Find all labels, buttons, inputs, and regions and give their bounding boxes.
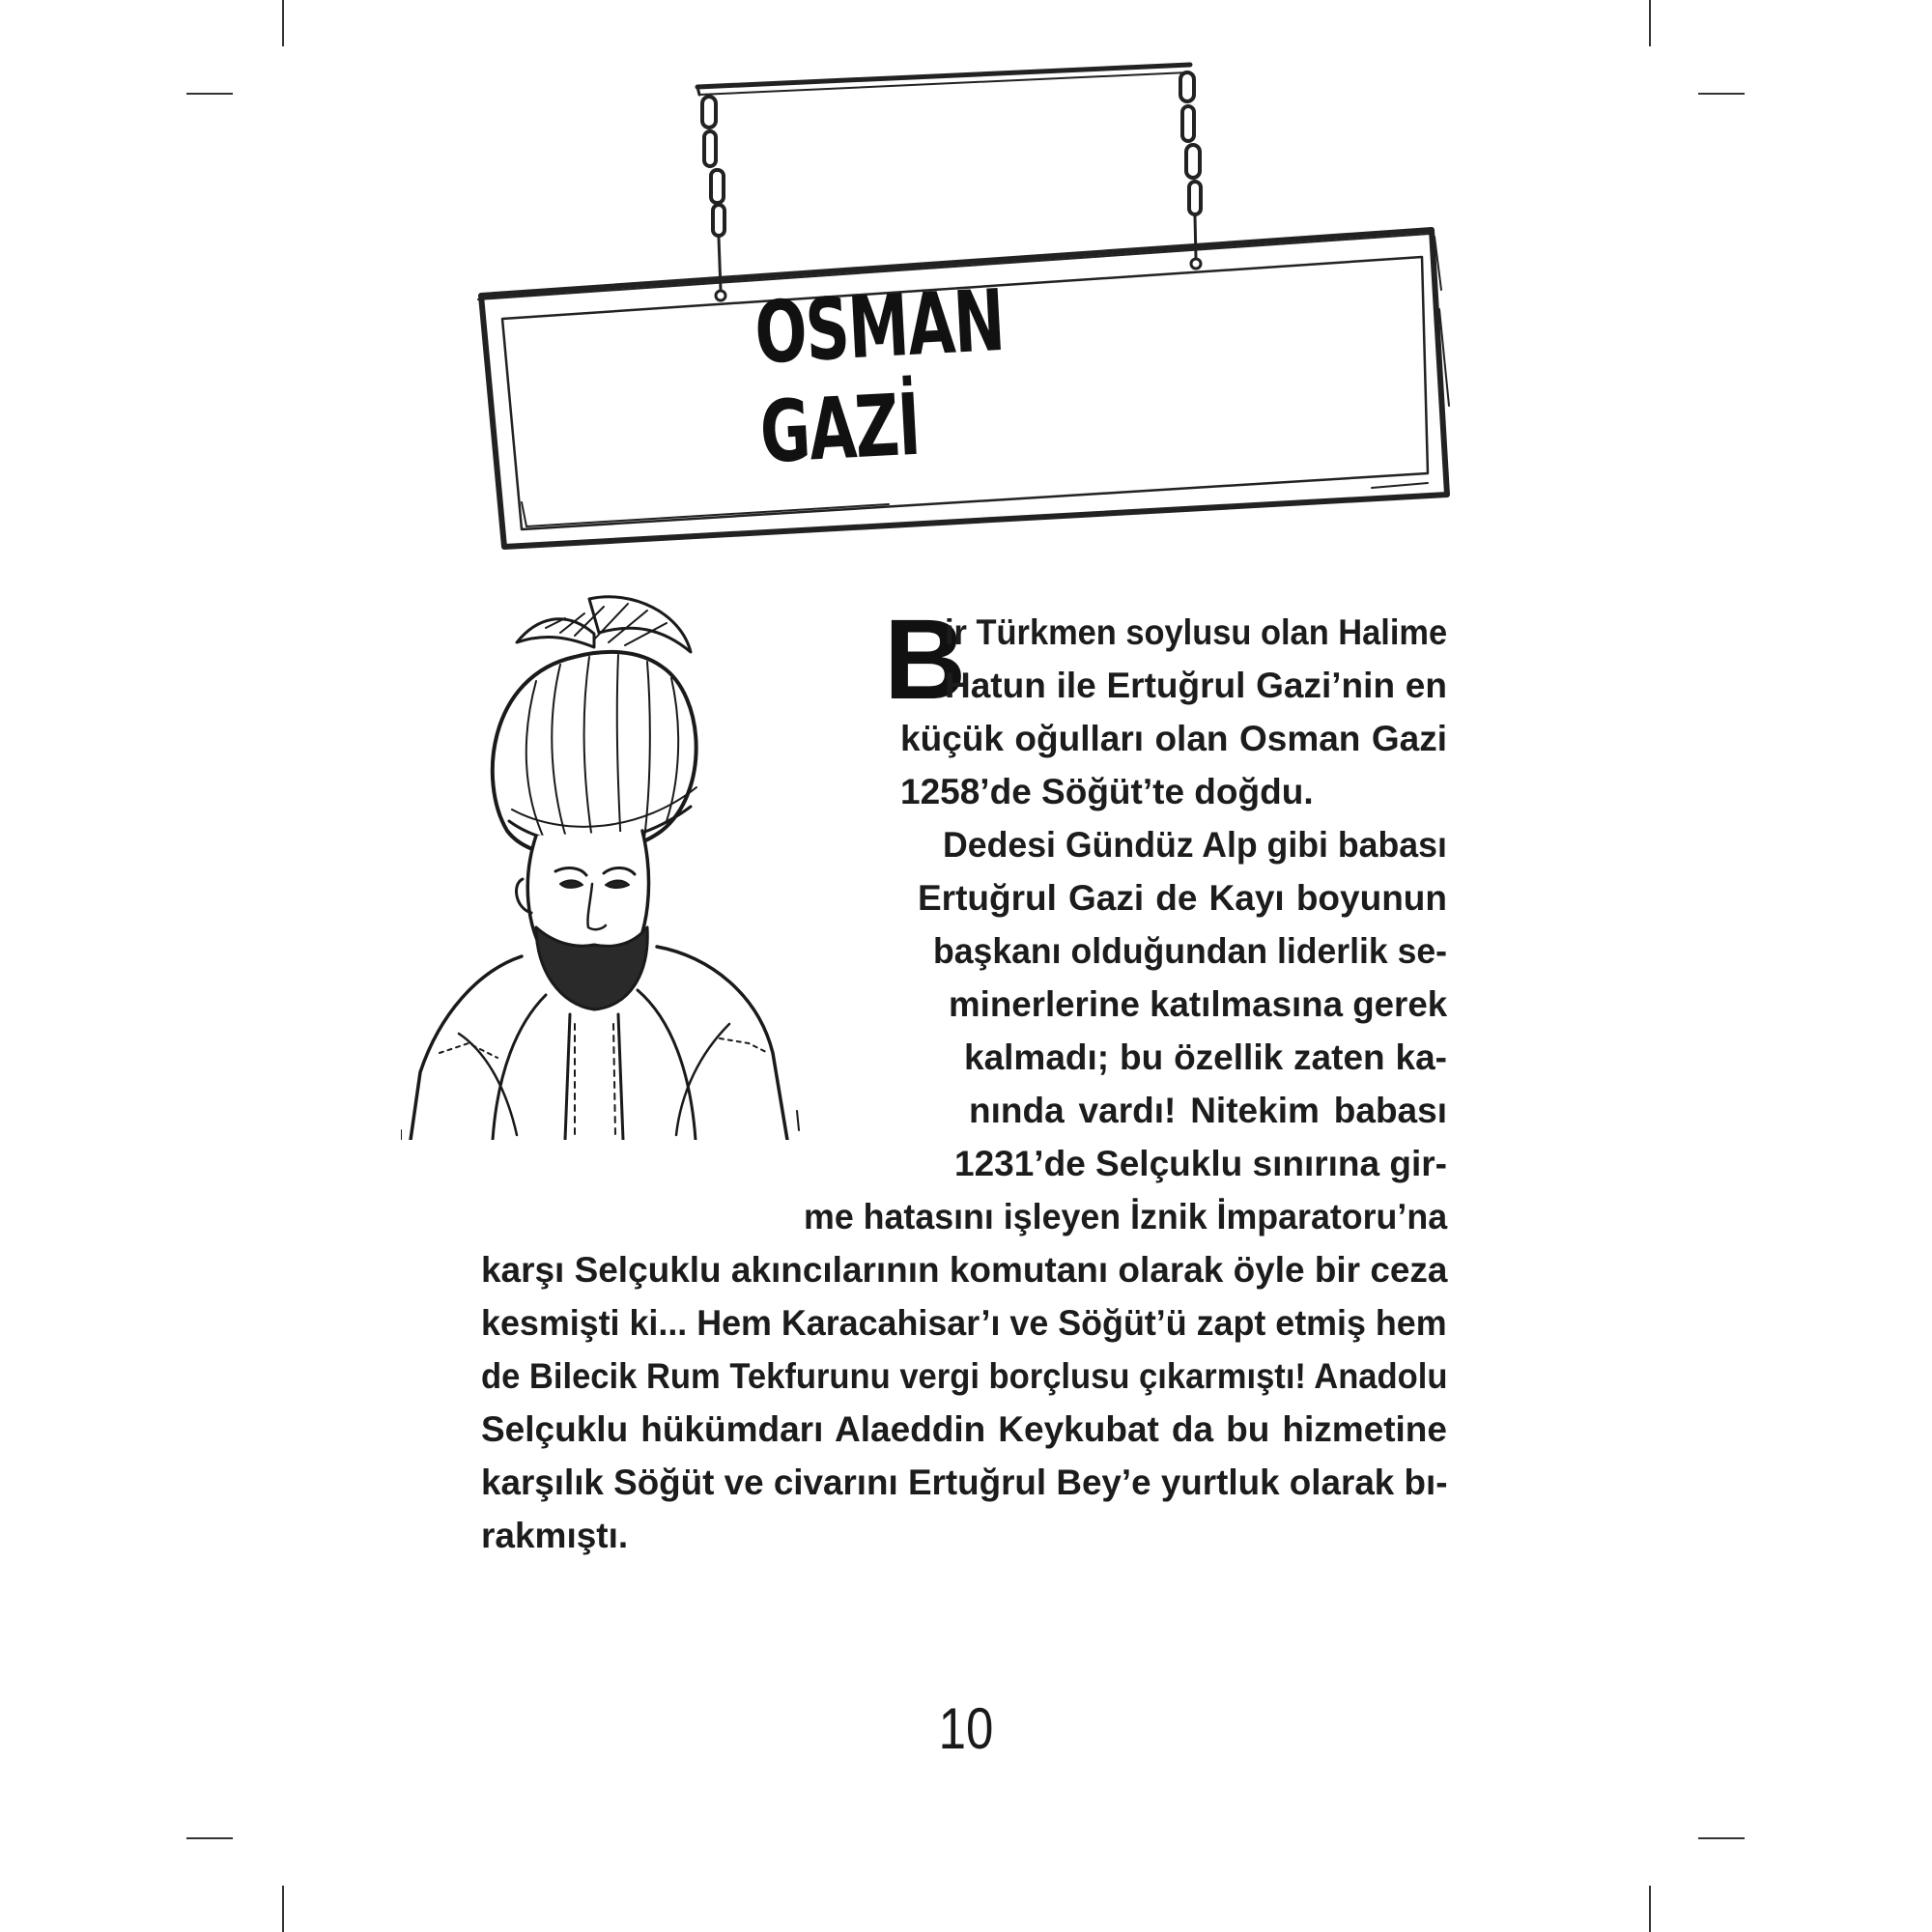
right-chain-icon	[1180, 72, 1201, 269]
text-line: 1231’de Selçuklu sınırına gir-	[954, 1144, 1447, 1183]
text-line: Hatun ile Ertuğrul Gazi’nin en	[945, 666, 1447, 705]
crop-mark-bottom-left	[282, 1886, 284, 1932]
page-number: 10	[938, 1696, 994, 1761]
page-title: OSMAN GAZİ	[752, 270, 1007, 483]
text-line: nında vardı! Nitekim babası	[969, 1091, 1447, 1130]
text-line: me hatasını işleyen İznik İmparatoru’na	[804, 1197, 1448, 1236]
text-line: karşı Selçuklu akıncılarının komutanı olarak öyle bir ceza	[481, 1250, 1448, 1290]
text-line: başkanı olduğundan liderlik se-	[933, 931, 1448, 971]
text-line: rakmıştı.	[481, 1516, 629, 1555]
text-line: Selçuklu hükümdarı Alaeddin Keykubat da bu hizmetine	[481, 1409, 1447, 1449]
crop-mark-left-bottom	[186, 1837, 233, 1839]
text-line: Dedesi Gündüz Alp gibi babası	[943, 825, 1447, 865]
turban-plume-icon	[517, 597, 691, 652]
text-line: minerlerine katılmasına gerek	[949, 984, 1448, 1024]
portrait-illustration	[401, 589, 923, 1140]
crop-mark-bottom-right	[1649, 1886, 1651, 1932]
text-line: küçük oğulları olan Osman Gazi	[900, 719, 1447, 758]
drop-cap: B	[884, 596, 967, 724]
crop-mark-right-bottom	[1698, 1837, 1745, 1839]
left-chain-icon	[702, 97, 725, 300]
text-line: kesmişti ki... Hem Karacahisar’ı ve Söğüt’ü zapt etmiş hem	[481, 1303, 1447, 1343]
text-line: ir Türkmen soylusu olan Halime	[945, 612, 1448, 652]
text-line: 1258’de Söğüt’te doğdu.	[900, 772, 1314, 811]
text-line: kalmadı; bu özellik zaten ka-	[964, 1037, 1447, 1077]
text-line: karşılık Söğüt ve civarını Ertuğrul Bey’e yurtluk olarak bı-	[481, 1463, 1448, 1502]
text-line: Ertuğrul Gazi de Kayı boyunun	[918, 878, 1447, 918]
text-line: de Bilecik Rum Tekfurunu vergi borçlusu çıkarmıştı! Anadolu	[481, 1356, 1448, 1396]
